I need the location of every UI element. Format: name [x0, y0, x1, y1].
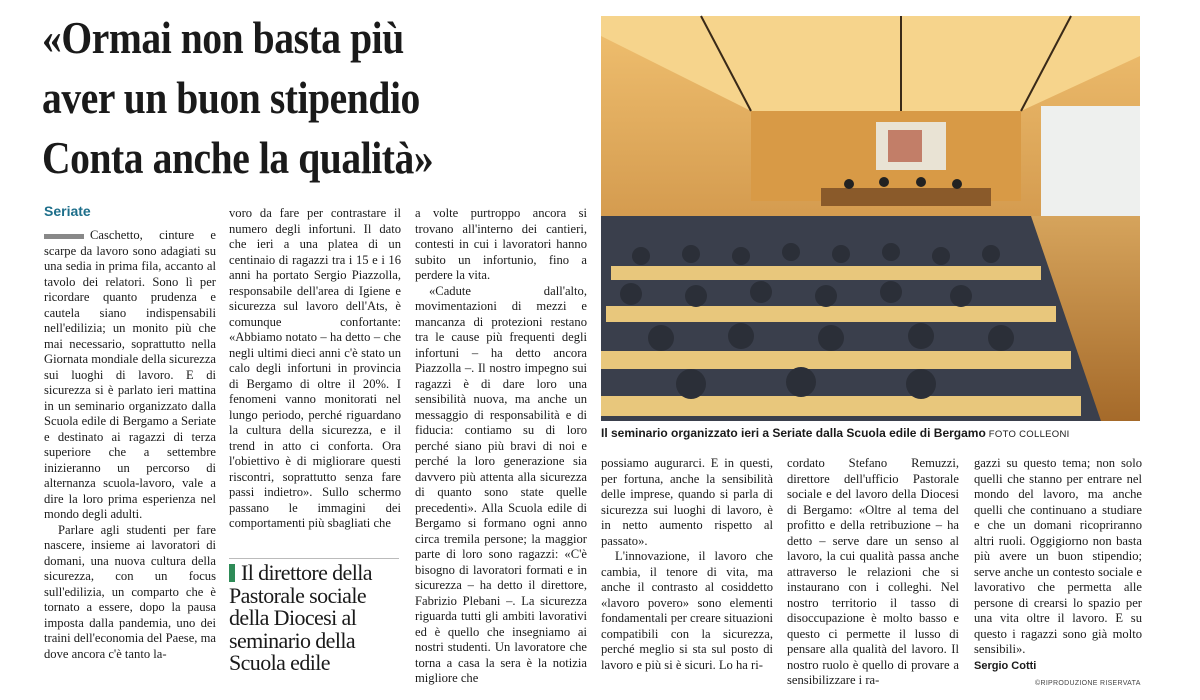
paragraph: «Cadute dall'alto, movimentazioni di mezzi e mancanza di protezioni restano tra le cause più frequenti degli infortuni – ha detto ancora Piazzolla –. Il nostro impegno sui ragazzi è di dare loro una sensibilità nuova, ma anche un messaggio di responsabilità e di fiducia: contiamo su di loro perché siano più bravi di noi e perché la loro generazione sia davvero più attenta alla sicurezza di quanto sono state quelle precedenti». Alla Scuola edile di Bergamo si formano ogni anno circa tremila persone; la maggior parte di loro sono ragazzi: «C'è bisogno di lavoratori formati e in sicurezza – ha detto il direttore, Fabrizio Plebani –. La sicurezza riguarda tutti gli ambiti lavorativi ed è quello che insegniamo ai nostri studenti. Un lavoratore che torna a casa la sera è la notizia migliore che	[415, 283, 587, 685]
article-column-5	[787, 456, 959, 687]
pullquote-marker	[229, 564, 235, 582]
lead-bar	[44, 234, 84, 239]
paragraph: possiamo augurarci. E in questi, per fortuna, anche la sensibilità delle imprese, quando si parla di sicurezza sui luoghi di lavoro, è in netto aumento rispetto al passato».	[601, 456, 773, 548]
article-column-4	[601, 456, 773, 672]
paragraph: Parlare agli studenti per fare nascere, insieme ai lavoratori di domani, una nuova cultura della sicurezza, con un focus sull'edilizia, un comparto che è tornato a essere, dopo la pausa imposta dalla pandemia, uno dei traini dell'economia del Paese, ma dove ancora c'è tanto la-	[44, 522, 216, 661]
paragraph: Caschetto, cinture e scarpe da lavoro sono adagiati su una sedia in prima fila, accanto al tavolo dei relatori. Sono lì per ricordare quanto prudenza e cautela siano indispensabili nell'edilizia; un monito più che mai necessario, soprattutto nella Giornata mondiale della sicurezza sui luoghi di lavoro. E di sicurezza si è parlato ieri mattina in un seminario organizzato dalla Scuola edile di Bergamo a Seriate e destinato ai ragazzi di terza superiore che a settembre inizieranno un percorso di alternanza scuola-lavoro, vale a dire la loro prima esperienza nel mondo degli adulti.	[44, 228, 216, 521]
headline-line-2: aver un buon stipendio	[42, 72, 420, 123]
paragraph: a volte purtroppo ancora si trovano all'interno dei cantieri, contesti in cui i lavoratori hanno subito un infortunio, fino a perdere la vita.	[415, 206, 587, 282]
photo-credit: FOTO COLLEONI	[988, 429, 1070, 440]
section-kicker: Seriate	[44, 203, 91, 219]
photo-caption: Il seminario organizzato ieri a Seriate dalla Scuola edile di Bergamo FOTO COLLEONI	[601, 426, 1070, 440]
article-column-1	[44, 228, 216, 692]
headline-line-1: «Ormai non basta più	[42, 12, 404, 63]
seminar-photo-illustration	[601, 16, 1140, 421]
headline-line-3: Conta anche la qualità»	[42, 132, 434, 183]
paragraph: cordato Stefano Remuzzi, direttore dell'ufficio Pastorale sociale e del lavoro della Diocesi di Bergamo: «Oltre al tema del profitto e della retribuzione – ha detto – serve dare un senso al lavoro, la cui qualità passa anche attraverso le relazioni che si instaurano con i colleghi. Nel nostro territorio il tasso di disoccupazione è molto basso e questo ci permette il lusso di pensare alla qualità del lavoro. Il nostro ruolo è quello di provare a sensibilizzare i ra-	[787, 456, 959, 687]
copyright-notice: ©RIPRODUZIONE RISERVATA	[1035, 680, 1141, 687]
headline	[42, 8, 524, 188]
article-column-3	[415, 206, 587, 692]
seminar-photo	[601, 16, 1140, 421]
byline: Sergio Cotti	[974, 660, 1037, 672]
pullquote: Il direttore della Pastorale sociale della Diocesi al seminario della Scuola edile	[229, 560, 372, 675]
article-column-6	[974, 456, 1142, 666]
pullquote-divider	[229, 558, 399, 559]
paragraph: voro da fare per contrastare il numero degli infortuni. Il dato che ieri a una platea di un centinaio di ragazzi tra i 15 e i 16 anni ha portato Sergio Piazzolla, responsabile dell'area di Igiene e sicurezza sul lavoro dell'Ats, è comunque confortante: «Abbiamo notato – ha detto – che negli ultimi dieci anni c'è stato un calo degli infortuni in provincia di Bergamo di oltre il 20%. I fenomeni vanno monitorati nel lungo periodo, perché riguardano la cultura della sicurezza, e il trend in atto ci conforta. Ora l'obiettivo è di migliorare questi riscontri, soprattutto senza fare passi indietro». Sullo schermo passano le immagini dei comportamenti più sbagliati che	[229, 206, 401, 530]
paragraph: L'innovazione, il lavoro che cambia, il tenore di vita, ma anche il contrasto al cosiddetto «lavoro povero» sono elementi fondamentali per creare situazioni compatibili con la sicurezza, perché meglio si sta sul posto di lavoro e più si è sicuri. Lo ha ri-	[601, 549, 773, 672]
paragraph: gazzi su questo tema; non solo quelli che stanno per entrare nel mondo del lavoro, ma anche quelli che continuano a studiare e che un domani ricopriranno altri ruoli. Oggigiorno non basta più avere un buon stipendio; serve anche un contesto sociale e lavorativo che permetta alle persone di crearsi lo spazio per una vita oltre il lavoro. E su questo i ragazzi sono già molto sensibili».	[974, 456, 1142, 656]
